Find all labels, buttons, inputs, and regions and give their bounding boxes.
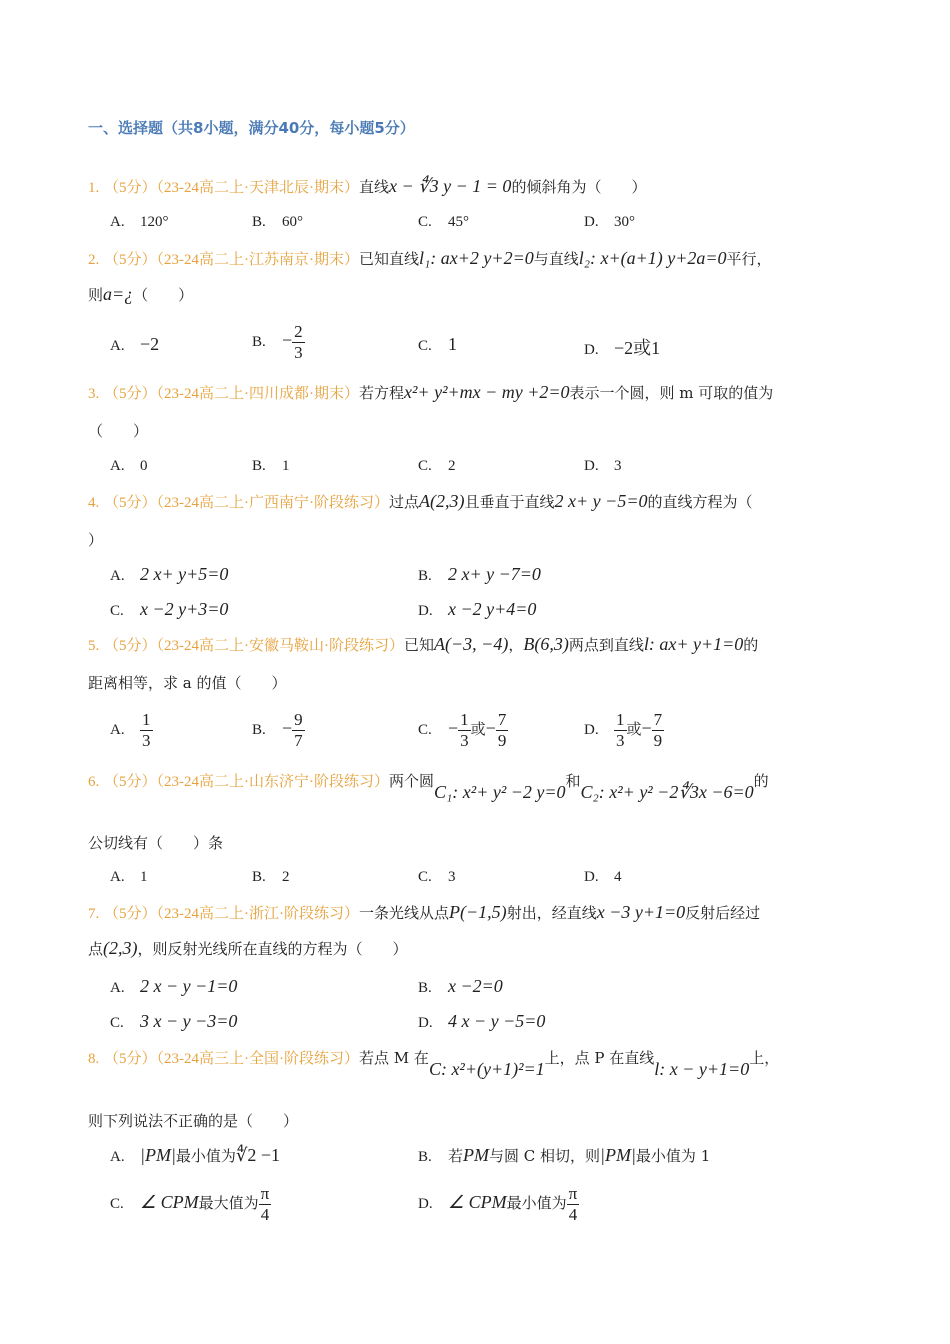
fraction: $\frac{7}{9}$ — [497, 710, 507, 750]
equation: C₂: x²+ y² −2∜3x −6=0 — [580, 782, 754, 802]
option-b[interactable]: B. 60° — [252, 214, 303, 230]
equation: 2 x+ y −5=0 — [554, 491, 648, 511]
question-number: 1. — [88, 180, 100, 196]
question-text: ， — [508, 636, 524, 654]
question-text: 的直线方程为（ — [647, 493, 753, 511]
equation: P(−1,5) — [449, 902, 507, 922]
question-text: 直线 — [359, 178, 390, 196]
question-meta: （5分）（23-24高二上·江苏南京·期末） — [104, 252, 360, 268]
question-5 — [88, 633, 864, 657]
question-8 — [88, 1046, 864, 1079]
equation: (2,3) — [103, 938, 138, 958]
question-continuation: 公切线有（ ）条 — [88, 834, 224, 852]
option-b[interactable]: B. − $\frac{9}{7}$ — [252, 710, 303, 750]
question-1 — [88, 175, 864, 199]
option-a[interactable]: A. 2 x+ y+5=0 — [110, 564, 229, 584]
equation: A(2,3) — [419, 491, 465, 511]
option-d[interactable]: D. 4 x − y −5=0 — [418, 1011, 546, 1031]
option-b[interactable]: B. 2 — [252, 869, 290, 885]
option-c[interactable]: C. − $\frac{1}{3}$ 或− $\frac{7}{9}$ — [418, 710, 507, 750]
option-c[interactable]: C. 2 — [418, 458, 456, 474]
question-continuation: 则下列说法不正确的是（ ） — [88, 1112, 299, 1130]
equation: l: x − y+1=0 — [654, 1059, 750, 1079]
question-meta: （5分）（23-24高三上·全国·阶段练习） — [104, 1051, 360, 1067]
question-text: 反射后经过 — [685, 904, 761, 922]
option-b[interactable]: B. 若PM与圆 C 相切，则|PM|最小值为 1 — [418, 1145, 711, 1165]
question-text: 平行， — [726, 250, 772, 268]
option-a[interactable]: A. $\frac{1}{3}$ — [110, 710, 151, 750]
option-b[interactable]: B. − $\frac{2}{3}$ — [252, 322, 303, 362]
question-meta: （5分）（23-24高二上·安徽马鞍山·阶段练习） — [104, 638, 405, 654]
option-d[interactable]: D. $\frac{1}{3}$ 或− $\frac{7}{9}$ — [584, 710, 663, 750]
question-text: 已知 — [404, 636, 435, 654]
question-3 — [88, 381, 864, 405]
question-text: 两点到直线 — [568, 636, 644, 654]
equation: x − ∜3 y − 1 = 0 — [389, 176, 512, 196]
question-meta: （5分）（23-24高二上·浙江·阶段练习） — [104, 906, 360, 922]
option-c[interactable]: C. ∠ CPM最大值为 $\frac{\pi}{4}$ — [110, 1184, 270, 1224]
option-b[interactable]: B. 2 x+ y −7=0 — [418, 564, 541, 584]
equation: l₂: x+(a+1) y+2a=0 — [578, 248, 727, 268]
question-number: 2. — [88, 252, 100, 268]
question-text: 若方程 — [359, 384, 405, 402]
option-a[interactable]: A. 120° — [110, 214, 169, 230]
option-c[interactable]: C. 45° — [418, 214, 469, 230]
question-6 — [88, 769, 864, 802]
fraction: $\frac{1}{3}$ — [460, 710, 469, 750]
question-continuation: 点(2,3)，则反射光线所在直线的方程为（ ） — [88, 938, 408, 958]
option-c[interactable]: C. 3 x − y −3=0 — [110, 1011, 238, 1031]
question-text: 一条光线从点 — [359, 904, 450, 922]
question-text: 射出，经直线 — [506, 904, 597, 922]
question-text: 已知直线 — [359, 250, 420, 268]
fraction: $\frac{\pi}{4}$ — [260, 1184, 270, 1224]
option-a[interactable]: A. 1 — [110, 869, 148, 885]
question-2 — [88, 247, 864, 271]
question-continuation: ） — [88, 531, 104, 549]
fraction: $\frac{9}{7}$ — [294, 710, 303, 750]
option-a[interactable]: A. −2 — [110, 334, 160, 354]
fraction: $\frac{\pi}{4}$ — [568, 1184, 578, 1224]
equation: a=¿ — [103, 284, 134, 304]
question-4 — [88, 490, 864, 514]
option-a[interactable]: A. 2 x − y −1=0 — [110, 976, 238, 996]
option-a[interactable]: A. 0 — [110, 458, 148, 474]
option-a[interactable]: A. |PM|最小值为∜2 −1 — [110, 1145, 281, 1165]
option-d[interactable]: D. 30° — [584, 214, 635, 230]
question-7 — [88, 901, 864, 925]
question-text: 的 — [743, 636, 759, 654]
equation: x²+ y²+mx − my +2=0 — [404, 382, 570, 402]
fraction: $\frac{2}{3}$ — [294, 322, 303, 362]
equation: x −3 y+1=0 — [596, 902, 686, 922]
equation: l: ax+ y+1=0 — [643, 634, 744, 654]
option-c[interactable]: C. 1 — [418, 334, 457, 354]
question-text: 的 — [753, 772, 769, 790]
equation: l₁: ax+2 y+2=0 — [419, 248, 534, 268]
option-d[interactable]: D. x −2 y+4=0 — [418, 599, 537, 619]
option-d[interactable]: D. −2或1 — [584, 338, 661, 358]
equation: A(−3, −4) — [434, 634, 509, 654]
equation: C₁: x²+ y² −2 y=0 — [434, 782, 566, 802]
question-number: 4. — [88, 495, 100, 511]
question-continuation: （ ） — [88, 422, 149, 440]
option-b[interactable]: B. 1 — [252, 458, 290, 474]
question-text: 和 — [565, 772, 581, 790]
option-d[interactable]: D. 4 — [584, 869, 622, 885]
option-c[interactable]: C. 3 — [418, 869, 456, 885]
fraction: $\frac{7}{9}$ — [653, 710, 663, 750]
question-continuation: 距离相等，求 a 的值（ ） — [88, 674, 287, 692]
question-number: 3. — [88, 386, 100, 402]
question-number: 5. — [88, 638, 100, 654]
option-d[interactable]: D. ∠ CPM最小值为 $\frac{\pi}{4}$ — [418, 1184, 578, 1224]
fraction: $\frac{1}{3}$ — [142, 710, 151, 750]
question-text: 表示一个圆，则 m 可取的值为 — [569, 384, 774, 402]
question-meta: （5分）（23-24高二上·四川成都·期末） — [104, 386, 360, 402]
section-title: 一、选择题（共8小题，满分40分，每小题5分） — [88, 119, 415, 137]
question-text: 两个圆 — [389, 772, 435, 790]
question-continuation: 则a=¿（ ） — [88, 284, 194, 304]
question-text: 过点 — [389, 493, 420, 511]
equation: B(6,3) — [523, 634, 569, 654]
question-number: 7. — [88, 906, 100, 922]
option-d[interactable]: D. 3 — [584, 458, 622, 474]
question-text: 的倾斜角为（ ） — [511, 178, 647, 196]
option-b[interactable]: B. x −2=0 — [418, 976, 503, 996]
option-c[interactable]: C. x −2 y+3=0 — [110, 599, 229, 619]
fraction: $\frac{1}{3}$ — [616, 710, 625, 750]
question-text: 上， — [749, 1049, 780, 1067]
question-text: 且垂直于直线 — [464, 493, 555, 511]
question-meta: （5分）（23-24高二上·广西南宁·阶段练习） — [104, 495, 390, 511]
question-meta: （5分）（23-24高二上·天津北辰·期末） — [104, 180, 360, 196]
question-number: 6. — [88, 774, 100, 790]
question-meta: （5分）（23-24高二上·山东济宁·阶段练习） — [104, 774, 390, 790]
equation: C: x²+(y+1)²=1 — [428, 1059, 545, 1079]
question-number: 8. — [88, 1051, 100, 1067]
question-text: 上，点 P 在直线 — [544, 1049, 655, 1067]
question-text: 与直线 — [533, 250, 579, 268]
question-text: 若点 M 在 — [359, 1049, 429, 1067]
